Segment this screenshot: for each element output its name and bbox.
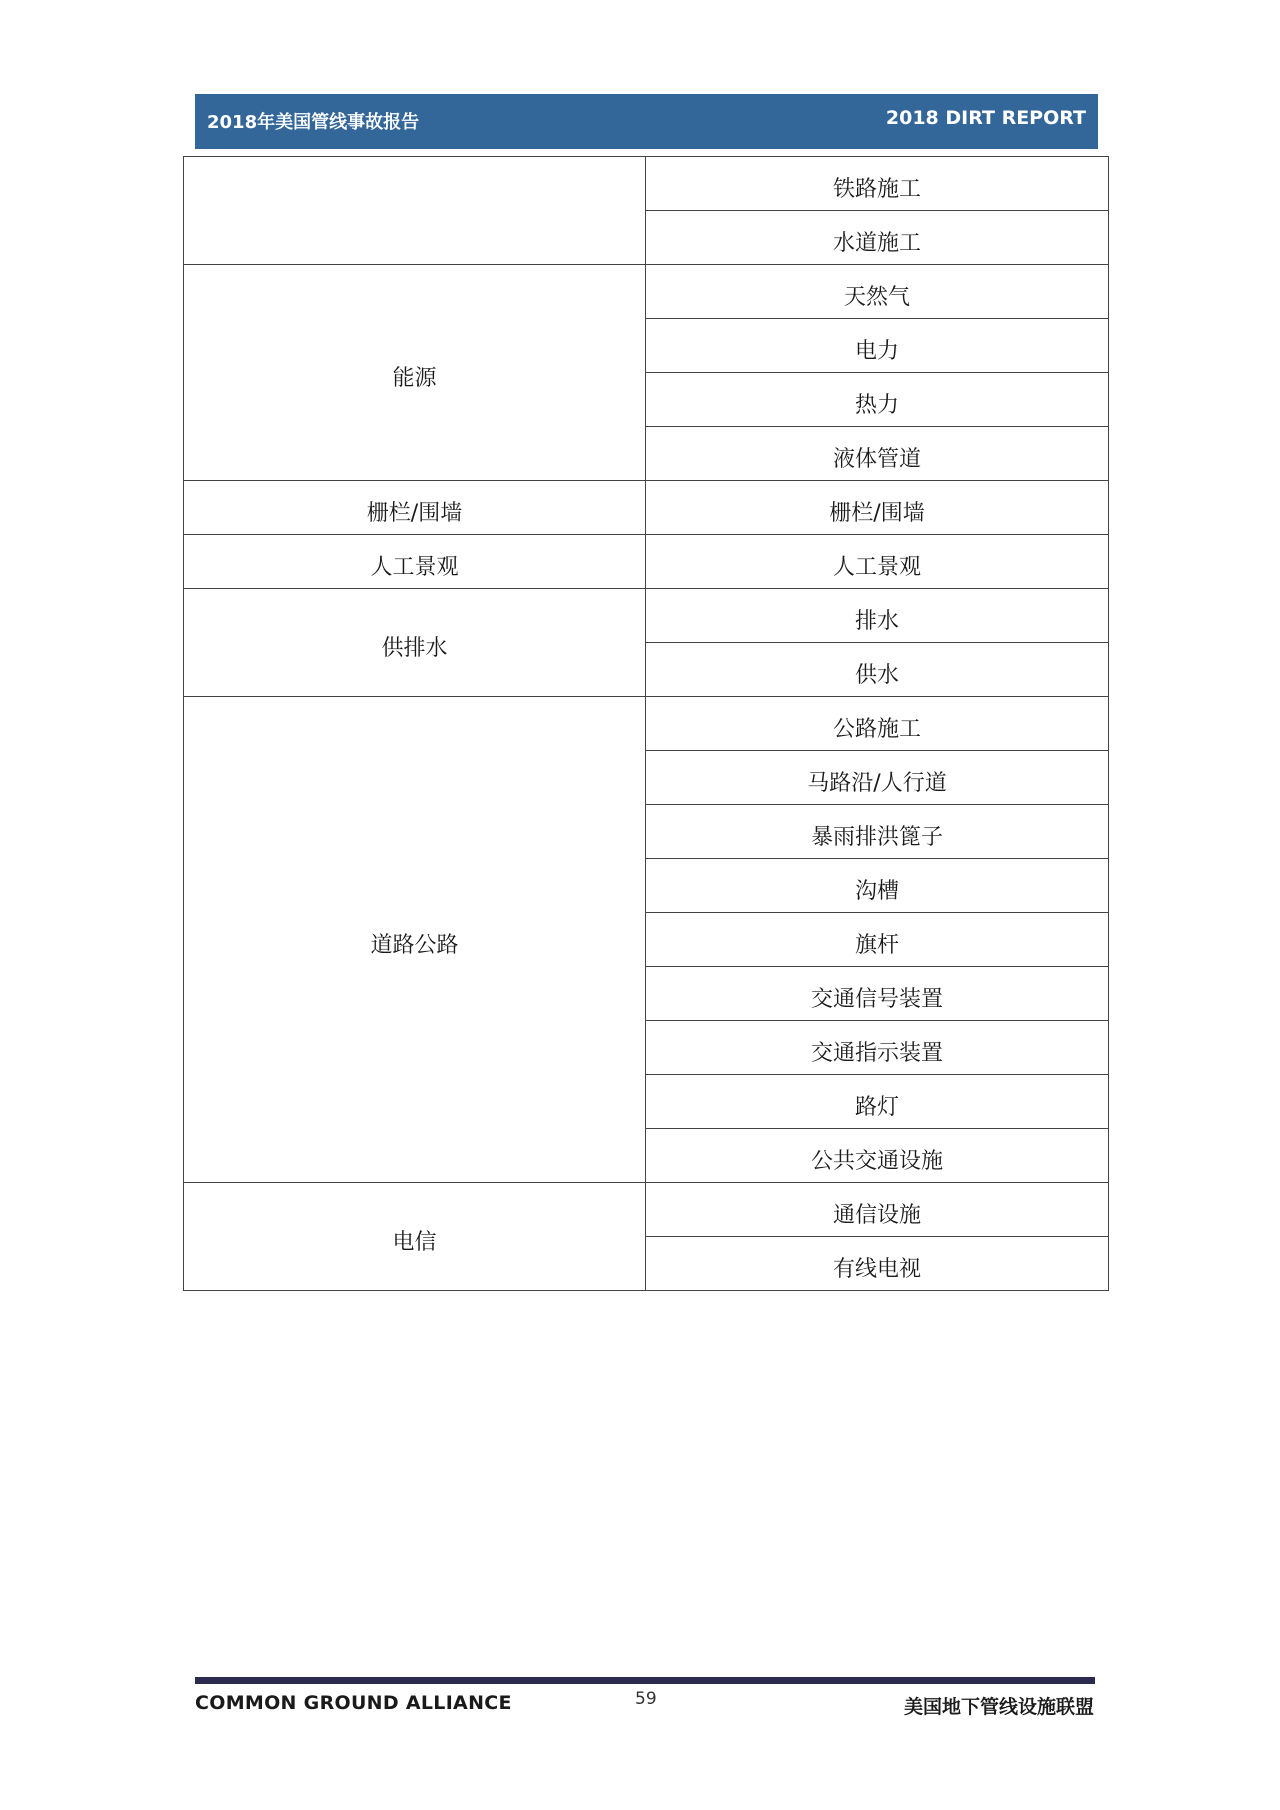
category-cell [184,157,646,265]
subcategory-cell: 天然气 [646,265,1109,319]
facility-category-table [183,156,1109,1291]
subcategory-cell: 交通信号装置 [646,967,1109,1021]
subcategory-cell: 水道施工 [646,211,1109,265]
subcategory-cell: 旗杆 [646,913,1109,967]
subcategory-cell: 公路施工 [646,697,1109,751]
table-row [184,157,1109,211]
category-cell: 电信 [184,1183,646,1291]
category-cell: 栅栏/围墙 [184,481,646,535]
subcategory-cell: 排水 [646,589,1109,643]
subcategory-cell: 通信设施 [646,1183,1109,1237]
subcategory-cell: 交通指示装置 [646,1021,1109,1075]
subcategory-cell: 人工景观 [646,535,1109,589]
subcategory-cell: 路灯 [646,1075,1109,1129]
category-cell: 道路公路 [184,697,646,1183]
subcategory-cell: 热力 [646,373,1109,427]
category-cell: 人工景观 [184,535,646,589]
report-header-bar [195,94,1098,149]
subcategory-cell: 供水 [646,643,1109,697]
table-row [184,589,1109,643]
subcategory-cell: 有线电视 [646,1237,1109,1291]
page-number: 59 [635,1689,657,1709]
footer-organization-chinese: 美国地下管线设施联盟 [903,1696,1094,1718]
subcategory-cell: 铁路施工 [646,157,1109,211]
table-body [184,157,1109,1291]
category-cell: 能源 [184,265,646,481]
subcategory-cell: 液体管道 [646,427,1109,481]
subcategory-cell: 沟槽 [646,859,1109,913]
table-row [184,481,1109,535]
table-row [184,265,1109,319]
table-row [184,535,1109,589]
subcategory-cell: 暴雨排洪篦子 [646,805,1109,859]
header-title-chinese: 2018年美国管线事故报告 [207,112,420,133]
table-row [184,697,1109,751]
footer-organization-english: COMMON GROUND ALLIANCE [195,1692,512,1714]
subcategory-cell: 电力 [646,319,1109,373]
header-title-english: 2018 DIRT REPORT [885,107,1086,129]
subcategory-cell: 栅栏/围墙 [646,481,1109,535]
category-cell: 供排水 [184,589,646,697]
footer-rule [195,1677,1095,1684]
table-row [184,1183,1109,1237]
subcategory-cell: 公共交通设施 [646,1129,1109,1183]
subcategory-cell: 马路沿/人行道 [646,751,1109,805]
